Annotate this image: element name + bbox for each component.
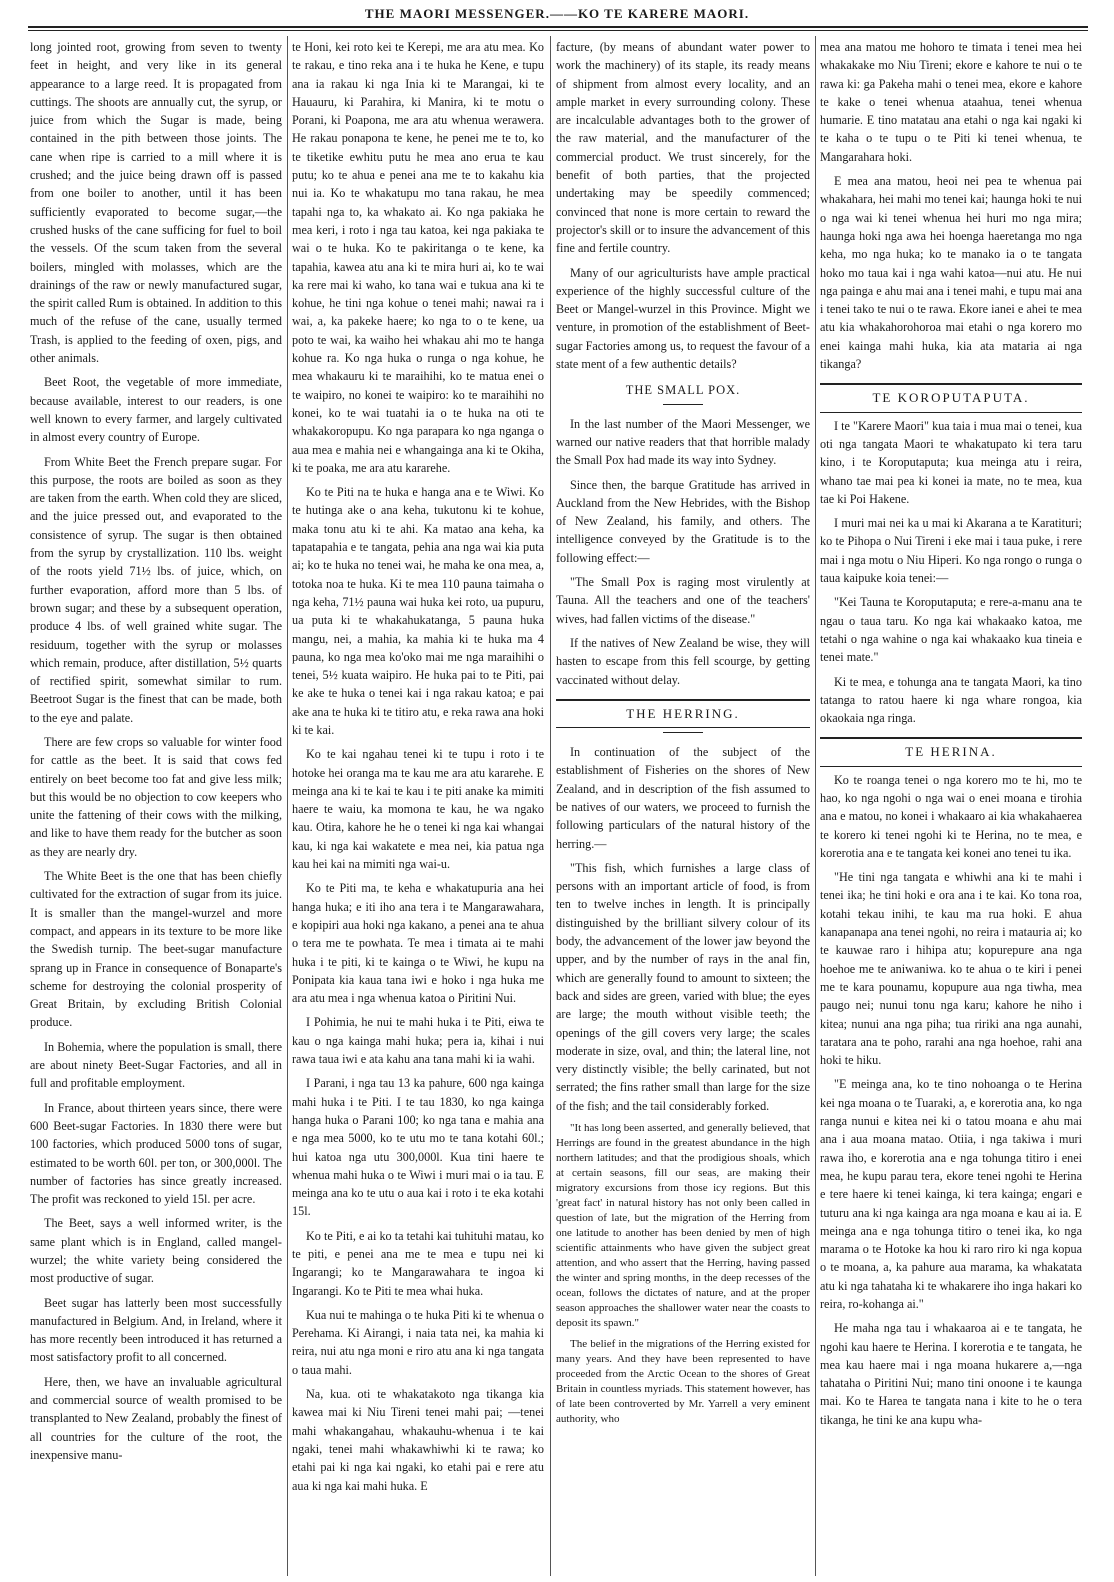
paragraph: In France, about thirteen years since, there were 600 Beet-sugar Factories. In 1830 there were but 100 factories, which produced 5000 tons of sugar, estimated to be worth 60l. per ton, or 300,000l. The number of factories has since greatly increased. The profit was reckoned to yield 15l. per acre. [30, 1100, 282, 1207]
paragraph: Na, kua. oti te whakatakoto nga tikanga kia kawea mai ki Niu Tireni tenei mahi pai; —tenei mahi whakangahau, whakauhu-whenua i te kai ngaki, tenei mahi whakawhiwhi ki te rawa; ko etahi pai ki nga kai ngaki, ko etahi pai e rere atu aua ki nga kai mahi huka. E [292, 1387, 544, 1493]
paragraph: te Honi, kei roto kei te Kerepi, me ara atu mea. Ko te rakau, e tino reka ana i te huka he Kene, e tupu ana ia rakau ki nga Inia ki te Marangai, ki te Hauauru, ki Parahira, ki Manira, ki te motu o Porani, ki Poapona, me ara atu whenua werawera. He rakau ponapona te kene, he penei me te to, ko te tiketike ewhitu putu he mea ano erua te kau putu; ko te ahua e penei ana me te to kakahu kia nui ia. Ko te whakatupu mo tana rakau, he mea tapahi nga to, ka whakato ai. Ko nga pakiaka he mea keri, i roto i nga tau katoa, kei nga pakiaka te wai o te huka. Ko te pakiritanga o te kene, ka tapahia, kawea atu ana ki te mira huri ai, ko te wai ka rere mai ki waho, ko tana wai e tukua ana ki te kohue, he tini nga kohue o tenei mahi; nawai ra i wai, a, ka pakeke haere; ko nga to o te kene, ua poto te wai, ka waiho hei whakau ahi mo te hanga kohue ra. Ko nga huka o runga o nga kohue, he mea whakauru ki te maraihihi, ko te matua enei o te waipiro, no konei te waipiro: ko te maraihihi no konei, ko te wai tuatahi ia o te huka na oti te whakakoropupu. Ko nga parapara ko nga nganga o aua mea e mahia nei e whangainga ana ki te Okiha, ki te poaka, me ara atu kararehe. [292, 40, 544, 475]
paragraph: Ko te kai ngahau tenei ki te tupu i roto i te hotoke hei oranga ma te kau me ara atu kararehe. E meinga ana ki te kai te kau i te piti anake ka mimiti haere te waiu, ka momona te kau, he wa ngako kau. Otira, kahore he he o tenei ki nga kai whangai kau, ki nga kai wakatete e mea nei, kia patua nga kau hei kai na mimiti nga wai-u. [292, 747, 544, 872]
paragraph: Beet sugar has latterly been most successfully manufactured in Belgium. And, in Ireland, where it has more recently been introduced it has returned a most satisfactory profit to all concerned. [30, 1295, 282, 1365]
paragraph: Since then, the barque Gratitude has arrived in Auckland from the New Hebrides, with the Bishop of New Zealand, his family, and others. The intelligence conveyed by the Gratitude is to the following effect:— [556, 477, 810, 565]
paragraph: Ko te Piti, e ai ko ta tetahi kai tuhituhi matau, ko te piti, e penei ana me te mea e tupu nei ki Ingarangi; ko te Mangarawahara te ingoa ki Ingarangi. Ko te Piti te mea whai huka. [292, 1228, 544, 1298]
paragraph: In Bohemia, where the population is small, there are about ninety Beet-Sugar Factories, and all in full and profitable employment. [30, 1039, 282, 1091]
paragraph: facture, (by means of abundant water power to work the machinery) of its staple, its ready means of shipment from almost every locality, and an ample market in every surrounding colony. These are incalculable advantages both to the grower of the raw material, and the manufacturer of the commercial product. We trust sincerely, for the benefit of both parties, that the projected undertaking may be speedily commenced; convinced that none is more certain to reward the projector's skill or to insure the advancement of this fine and fertile country. [556, 40, 810, 256]
paragraph: I Parani, i nga tau 13 ka pahure, 600 nga kainga mahi huka i te Piti. I te tau 1830, ko nga kainga hanga huka o Parani 100; ko nga tana e mahia ana e nga mea 5000, ko te utu mo te tana kotahi 60l.; hui katoa nga utu 300,000l. Kua tini haere te whenua mahi huka o te Wiwi i muri mai o ia tau. E meinga ana ko te utu o aua kai i roto i te eka kotahi 15l. [292, 1076, 544, 1219]
column-4 [820, 38, 1082, 1578]
paragraph: Ko te Piti ma, te keha e whakatupuria ana hei hanga huka; e iti iho ana tera i te Mangarawahara, e kopipiri aua hoki nga kakano, a penei ana te ahua o tera me te powhata. Te mea i timata ai te mahi huka i te piti, ki te kainga o te Wiwi, he kupu na Ponipata kia kaua tana iwi e hoko i nga huka me ara atu mea i nga whenua katoa o Piritini Nui. [292, 881, 544, 1006]
paragraph: If the natives of New Zealand be wise, they will hasten to escape from this fell scourge, by getting vaccinated without delay. [556, 635, 810, 687]
paragraph: Ki te mea, e tohunga ana te tangata Maori, ka tino tatanga to ratou haere ki nga whare rongoa, kia okaokaia nga ringa. [820, 674, 1082, 726]
column-3 [556, 38, 810, 1578]
section-title-koroputaputa: TE KOROPUTAPUTA. [820, 383, 1082, 412]
paragraph: mea ana matou me hohoro te timata i tenei mea hei whakakake mo Niu Tireni; ekore e kahore te nui o te rawa ki: ga Pakeha mahi o tenei mea, ekore e kahore te kake o tenei whenua ataahua, tenei whenua humarie. E tino matatau ana etahi o nga kai ngaki ki te kaha o te tupu o te Piti ki tenei whenua, te Mangarahara hoki. [820, 40, 1082, 164]
paragraph: E mea ana matou, heoi nei pea te whenua pai whakahara, hei mahi mo tenei kai; haunga hoki te nui o nga wai ki tenei whenua hei huri mo nga mira; haunga hoki nga awa hei hoenga haeretanga mo nga keha, mo nga huka; ko te manako ia o te tangata hoko mo taua kai i nga wahi katoa—nui atu. He nui nga painga e ahu mai ana i tenei mahi, e tupu mai ana i tenei tako te nui o te rawa. Ekore ianei e ahei te mea atu kia whakahorohoroa mai etahi o nga korero mo enei kainga mahi huka, kia ata mataria ai nga tikanga? [820, 174, 1082, 372]
paragraph: Ko te Piti na te huka e hanga ana e te Wiwi. Ko te hutinga ake o ana keha, tukutonu ki te kohue, maka tonu atu ki te ahi. Ka matao ana keha, ka tapatapahia e te tangata, pehia ana nga wai kia puta ai; ko te huka no tenei wai, he maha ke ona mea, a, totoka noa te huka. Ki te mea 110 pauna taimaha o nga keha, 71½ pauna wai huka kei roto, ua pupuru, ua puta ki te whakahukatanga, 5 pauna huka mangu, nei, a mahia, ka mahia ki te huka ma 4 pauna, ko nga mea ko'oko mai me nga maraihihi o tenei, 5½ kuata waipiro. He huka pai to te Piti, pai ke ake te huka o tenei kai i nga rakau katoa; e pai ake ana te huka ki te titiro atu, e reka rawa ana hoki ki te kai. [292, 485, 544, 737]
paragraph: The Beet, says a well informed writer, is the same plant which is in England, called mangel-wurzel; the white variety being considered the most productive of sugar. [30, 1216, 282, 1286]
paragraph: Kua nui te mahinga o te huka Piti ki te whenua o Perehama. Ki Airangi, i naia tata nei, ka mahia ki reira, nui atu nga moni e riro atu ana ki nga tangata o taua mahi. [292, 1307, 544, 1377]
paragraph: From White Beet the French prepare sugar. For this purpose, the roots are boiled as soon as they are taken from the earth. When cold they are sliced, and the juice pressed out, and evaporated to the consistence of syrup. The sugar is then obtained from the syrup by crystallization. 110 lbs. weight of the roots yield 71½ lbs. of juice, which, on further evaporation, afford more than 5 lbs. of brown sugar; and these by a subsequent operation, produce 4 lbs. of well grained white sugar. The residuum, together with the syrup or molasses which remain, produce, after distillation, 5½ quarts of rectified spirit, somewhat similar to rum. Beetroot Sugar is the finest that can be made, both to the eye and palate. [30, 454, 282, 725]
header-rule-thin [28, 30, 1088, 31]
section-title-small-pox: THE SMALL POX. [625, 383, 741, 398]
paragraph: "E meinga ana, ko te tino nohoanga o te Herina kei nga moana o te Tuaraki, a, e korerotia ana, ko nga ranga nunui e kitea nei ki o tatou moana e ahu mai ana i aua moana matao. Otiia, i nga takiwa i muri rawa iho, e korerotia ana e nga tohunga titiro i enei mea, he kupu parau tera, ekore tenei ngohi te Herina e tere haere ki tenei kainga, ki tera kainga; engari e tuturu ana ki nga kainga ara nga moana e kau ai ia. E meinga ana e nga tohunga titiro o tenei ika, ko nga marama o te Hotoke ka hou ki raro riro ki nga kopua o te moana, a, ka pahure aua marama, ka whakatata atu ki nga tahataha ki te whakarere iho inga hakari ko reira, ro-kohanga ai." [820, 1077, 1082, 1311]
paragraph: I Pohimia, he nui te mahi huka i te Piti, eiwa te kau o nga kainga mahi huka; pera ia, kihai i nui rawa taua iwi e ata kahu ana tana mahi ki ia wahi. [292, 1015, 544, 1067]
column-divider [815, 36, 816, 1576]
paragraph: long jointed root, growing from seven to twenty feet in height, and very like in its general appearance to a large reed. It is propagated from cuttings. The shoots are annually cut, the syrup, or juice from which the Sugar is made, being contained in the pith between those joints. The cane when ripe is carried to a mill where it is crushed; and the juice being drawn off is passed from one boiler to another, until it has been sufficiently evaporated to become sugar,—the crushed husks of the cane sufficing for fuel to boil the vessels. Of the scum taken from the several boilers, mingled with molasses, which are the drainings of the raw or newly manufactured sugar, the spirit called Rum is obtained. In addition to this much of the refuse of the cane, usually termed Trash, is applied to the feeding of oxen, pigs, and other animals. [30, 40, 282, 366]
paragraph: "Kei Tauna te Koroputaputa; e rere-a-manu ana te ngau o taua taru. Ko nga kai whakaako katoa, me tetahi o nga wahine o nga kai whakaako kua tineia e tenei mate." [820, 595, 1082, 665]
paragraph: In continuation of the subject of the establishment of Fisheries on the shores of New Zealand, and in description of the fish assumed to be natives of our waters, we proceed to furnish the following particulars of the natural history of the herring.— [556, 745, 810, 851]
section-title-herina: TE HERINA. [820, 737, 1082, 766]
paragraph: The White Beet is the one that has been chiefly cultivated for the extraction of sugar from its juice. It is smaller than the mangel-wurzel and more compact, and appears in its texture to be more like the Swedish turnip. The beet-sugar manufacture sprang up in France in consequence of Bonaparte's scheme for destroying the colonial prosperity of Great Britain, by excluding British Colonial produce. [30, 869, 282, 1030]
paragraph: Here, then, we have an invaluable agricultural and commercial source of wealth promised to be transplanted to New Zealand, probably the finest of all countries for the culture of the root, the inexpensive manu- [30, 1374, 282, 1462]
divider [663, 404, 703, 405]
column-divider [287, 36, 288, 1576]
column-1 [30, 38, 282, 1578]
column-divider [550, 36, 551, 1576]
header-rule [28, 26, 1088, 28]
paragraph: Beet Root, the vegetable of more immediate, because available, interest to our readers, is one well known to every farmer, and largely cultivated in almost every country of Europe. [30, 375, 282, 445]
paragraph: There are few crops so valuable for winter food for cattle as the beet. It is said that cows fed entirely on beet become too fat and give less milk; but this would be no objection to cow keepers who unite the fattening of their cows with the milking, and like to have them ready for the butcher as soon as they are nearly dry. [30, 734, 282, 859]
paragraph: I muri mai nei ka u mai ki Akarana a te Karatituri; ko te Pihopa o Nui Tireni i eke mai i taua puke, i rere mai i nga motu o Niu Hiperi. Ko nga rongo o runga o taua kaipuke koia tenei:— [820, 516, 1082, 586]
paragraph: Ko te roanga tenei o nga korero mo te hi, mo te hao, ko nga ngohi o nga wai o enei moana e tirohia ana e matou, no konei i whakaaro ai kia whakahaerea te korero ki tenei ngohi ki te Herina, no te mea, e korerotia ana e te tangata kei konei ano tenei tu ika. [820, 772, 1082, 860]
paragraph: I te "Karere Maori" kua taia i mua mai o tenei, kua oti nga tangata Maori te whakatupato ki tera taru kino, i te Koroputaputa; kua meinga atu i reira, whano tae mai pea ki konei ia mate, no te mea, kua tae ki Poi Hakene. [820, 418, 1082, 506]
column-2 [292, 38, 544, 1578]
paragraph: He maha nga tau i whakaaroa ai e te tangata, he ngohi kau haere te Herina. I korerotia e te tangata, he mea kau haere mai i nga moana hukarere a,—nga tahataha o Piritini Nui; mano tini onoone i te kaunga mai. Ko te Harea te tangata nana i kite to he o tera tikanga, he tini ke ana kupu wha- [820, 1321, 1082, 1427]
paragraph: "The Small Pox is raging most virulently at Tauna. All the teachers and one of the teachers' wives, had fallen victims of the disease." [556, 575, 810, 626]
paragraph: "He tini nga tangata e whiwhi ana ki te mahi i tenei ika; he tini hoki e ora ana i te kai. Ko tona roa, kotahi tekau inihi, te kau ma rua hoki. E ahua kanapanapa ana tenei ngohi, no reira i matauria ai; ko te kauwae raro i hihipa atu; kopurepure ana nga hoehoe me te aniwaniwa. ko te ahua o te kiri i penei me te kara pounamu, kopupure aua nga tiwha, mea paugo nei; nunui tonu nga karu; kahore he niho i kitea; nunui ana nga piha; tua ririki ana nga aunahi, taratara ana te poho, rarahi ana nga hoehoe, rahi ana hoki te hiku. [820, 870, 1082, 1068]
page-header: THE MAORI MESSENGER.——KO TE KARERE MAORI. [364, 6, 750, 21]
paragraph: In the last number of the Maori Messenger, we warned our native readers that that horrible malady the Small Pox had made its way into Sydney. [556, 416, 810, 468]
paragraph: "This fish, which furnishes a large class of persons with an important article of food, is from ten to twelve inches in length. It is principally distinguished by the brilliant silvery colour of its body, the advancement of the lower jaw beyond the upper, and by the number of rays in the anal fin, which are generally found to amount to sixteen; the back and sides are green, varied with blue; the eyes are large; the mouth without visible teeth; the openings of the gill covers very large; the scales moderate in size, oval, and thin; the lateral line, not very distinctly visible; the belly carinated, but not serrated; the fins rather small than large for the size of the fish; and the tail considerably forked. [556, 860, 810, 1113]
divider [663, 732, 703, 733]
paragraph: Many of our agriculturists have ample practical experience of the highly successful culture of the Beet or Mangel-wurzel in this Province. Might we venture, in promotion of the establishment of Beet-sugar Factories among us, to request the favour of a state ment of a few authentic details? [556, 265, 810, 372]
quoted-paragraph: "It has long been asserted, and generally believed, that Herrings are found in the greatest abundance in the high northern latitudes; and that the prodigious shoals, which at certain seasons, fill our seas, are making their migratory excursions from those icy regions. But this 'great fact' in natural history has not only been called in question of late, but the migration of the Herring from one latitude to another has been denied by men of high scientific attainments who have given the subject great attention, and who assert that the Herring, having passed the winter and spring months, in the deep recesses of the ocean, follows the dictates of nature, and at the proper season approaches the shallower water near the coasts to deposit its spawn." [556, 1122, 810, 1330]
section-title-herring: THE HERRING. [556, 699, 810, 728]
paragraph: The belief in the migrations of the Herring existed for many years. And they have been represented to have proceeded from the Arctic Ocean to the shores of Great Britain in countless myriads. This statement however, has of late been controverted by Mr. Yarrell a very eminent authority, who [556, 1338, 810, 1426]
